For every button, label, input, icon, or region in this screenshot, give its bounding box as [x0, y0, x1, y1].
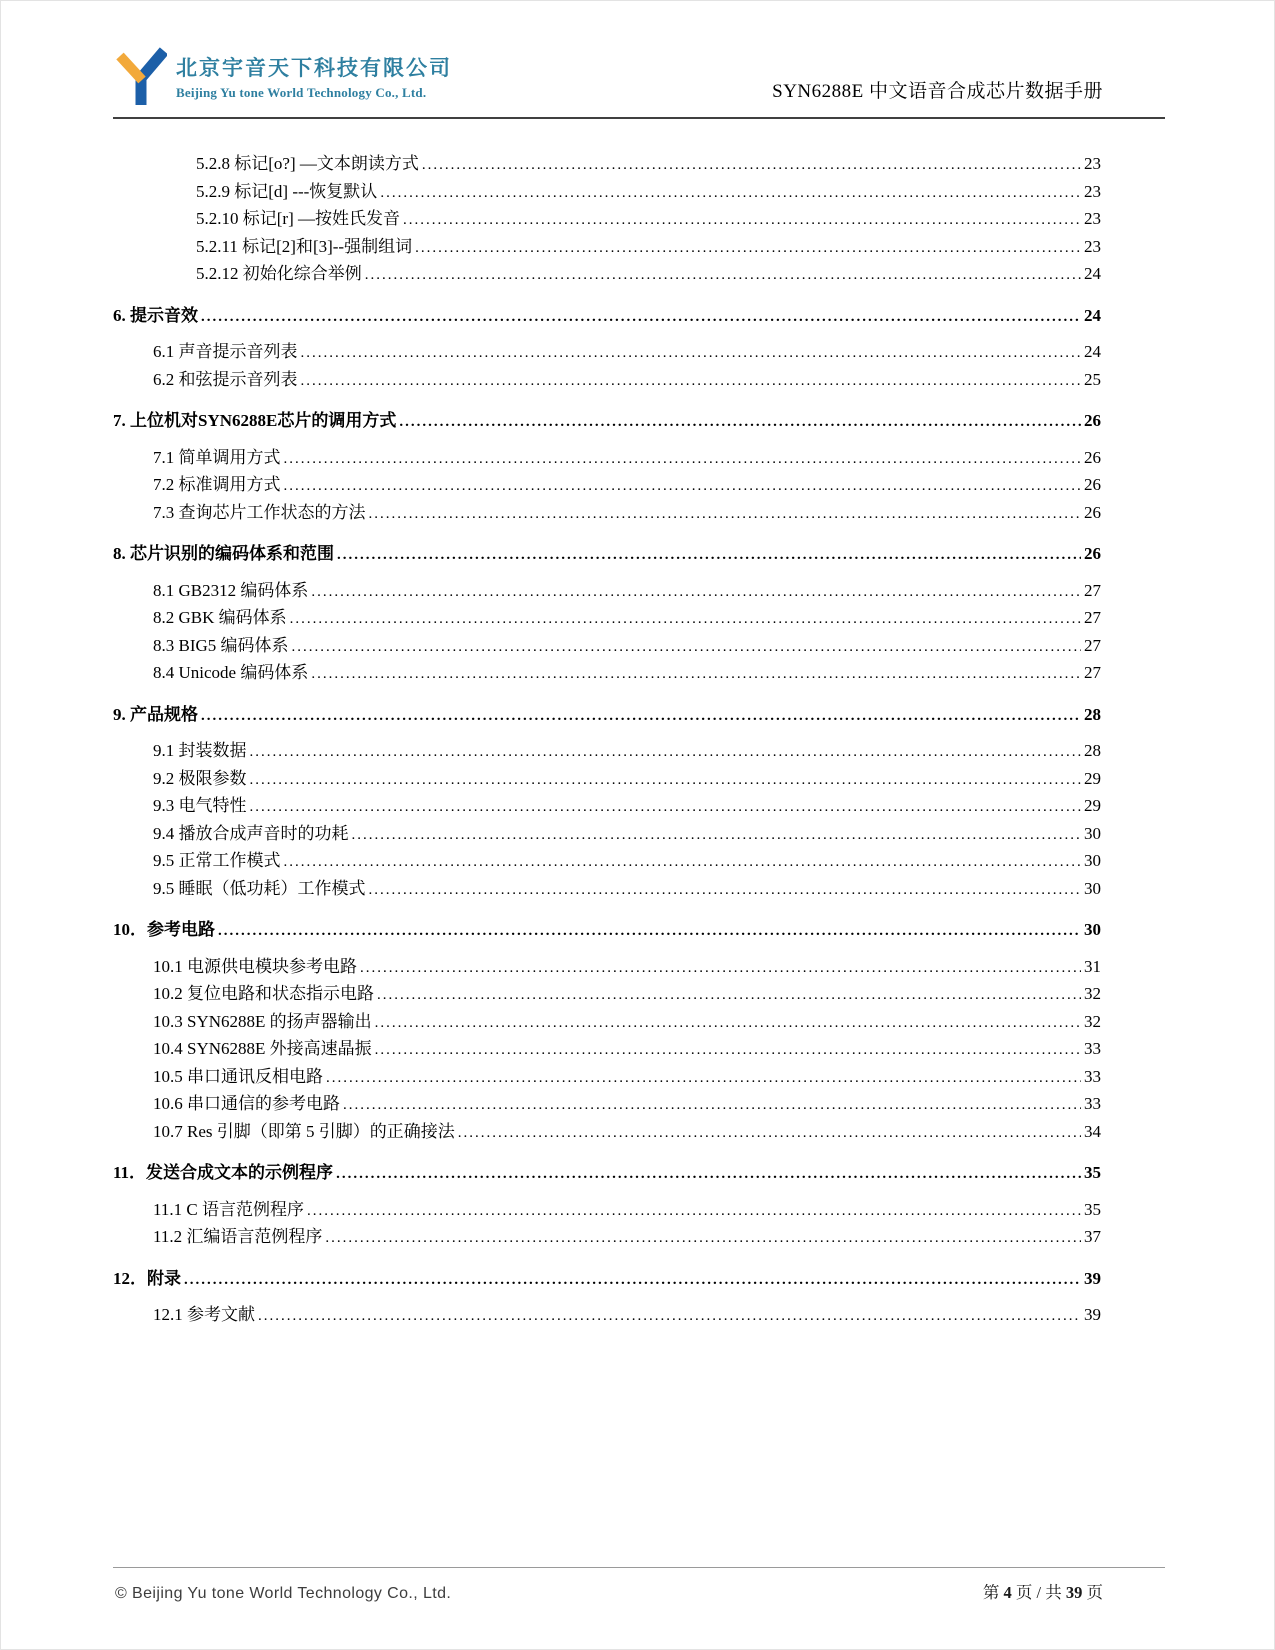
page-indicator — [983, 1579, 1103, 1603]
toc-entry-label: 7.1 简单调用方式 — [153, 447, 281, 467]
toc-entry-page: 39 — [1084, 1305, 1101, 1324]
toc-entry-label: 8.4 Unicode 编码体系 — [153, 663, 309, 682]
toc-entry-label: 6. 提示音效 — [113, 305, 198, 325]
toc-entry-page: 35 — [1084, 1163, 1101, 1182]
toc-entry-label: 8.1 GB2312 编码体系 — [153, 580, 309, 600]
toc-entry — [113, 261, 1101, 289]
header-divider — [113, 117, 1165, 119]
toc-entry — [113, 1160, 1101, 1188]
toc-entry — [113, 660, 1101, 688]
page-label-middle: 页 / 共 — [1011, 1583, 1066, 1602]
toc-entry-label: 10.7 Res 引脚（即第 5 引脚）的正确接法 — [153, 1121, 455, 1141]
toc-entry — [113, 541, 1101, 569]
toc-leader-dots — [311, 660, 1081, 688]
toc-entry-label: 9.5 睡眠（低功耗）工作模式 — [153, 878, 366, 898]
document-title: SYN6288E 中文语音合成芯片数据手册 — [772, 81, 1103, 102]
toc-entry-label: 10.6 串口通信的参考电路 — [153, 1094, 340, 1113]
toc-entry-page: 25 — [1084, 369, 1101, 389]
toc-entry-page: 33 — [1084, 1094, 1101, 1113]
toc-entry-page: 23 — [1084, 181, 1101, 201]
toc-leader-dots — [250, 766, 1082, 794]
toc-entry-label: 12.1 参考文献 — [153, 1305, 255, 1324]
toc-entry-page: 26 — [1084, 411, 1101, 430]
company-logo — [115, 47, 452, 105]
toc-entry — [113, 472, 1101, 500]
toc-leader-dots — [360, 954, 1081, 982]
toc-entry — [113, 408, 1101, 436]
toc-leader-dots — [301, 367, 1082, 395]
toc-entry-page: 26 — [1084, 544, 1101, 563]
toc-entry-label: 8.3 BIG5 编码体系 — [153, 635, 289, 655]
toc-leader-dots — [325, 1224, 1081, 1252]
toc-entry-label: 5.2.9 标记[d] ---恢复默认 — [196, 181, 378, 201]
toc-entry — [113, 1036, 1101, 1064]
toc-entry — [113, 179, 1101, 207]
toc-entry-page: 28 — [1084, 741, 1101, 760]
toc-entry-page: 32 — [1084, 984, 1101, 1003]
toc-entry — [113, 1091, 1101, 1119]
toc-leader-dots — [415, 234, 1081, 262]
page-number-current: 4 — [1003, 1583, 1012, 1602]
toc-entry-page: 23 — [1084, 154, 1101, 173]
toc-entry-page: 29 — [1084, 796, 1101, 815]
toc-entry — [113, 1266, 1101, 1294]
toc-leader-dots — [375, 1036, 1081, 1064]
toc-entry — [113, 151, 1101, 179]
toc-entry-page: 27 — [1084, 635, 1101, 655]
toc-leader-dots — [292, 633, 1081, 661]
toc-entry-page: 29 — [1084, 768, 1101, 788]
toc-entry-label: 7.3 查询芯片工作状态的方法 — [153, 502, 366, 522]
toc-entry-page: 28 — [1084, 704, 1101, 724]
page-label-suffix: 页 — [1082, 1583, 1103, 1602]
toc-entry — [113, 234, 1101, 262]
toc-entry-label: 6.1 声音提示音列表 — [153, 342, 298, 361]
toc-leader-dots — [284, 472, 1082, 500]
toc-entry — [113, 954, 1101, 982]
toc-entry-label: 6.2 和弦提示音列表 — [153, 369, 298, 389]
toc-entry-label: 5.2.10 标记[r] —按姓氏发音 — [196, 209, 400, 228]
toc-entry-page: 30 — [1084, 823, 1101, 843]
toc-entry-label: 11．发送合成文本的示例程序 — [113, 1163, 334, 1182]
toc-leader-dots — [375, 1009, 1081, 1037]
page-number-total: 39 — [1065, 1583, 1083, 1602]
toc-entry-page: 27 — [1084, 608, 1101, 627]
toc-leader-dots — [250, 738, 1082, 766]
toc-entry-label: 9.3 电气特性 — [153, 796, 247, 815]
toc-entry — [113, 1064, 1101, 1092]
toc-entry — [113, 605, 1101, 633]
toc-entry — [113, 206, 1101, 234]
toc-entry-page: 26 — [1084, 502, 1101, 522]
toc-leader-dots — [184, 1266, 1081, 1294]
toc-entry-page: 33 — [1084, 1066, 1101, 1086]
toc-entry — [113, 339, 1101, 367]
toc-leader-dots — [369, 876, 1082, 904]
toc-entry-label: 10.5 串口通讯反相电路 — [153, 1066, 323, 1086]
toc-entry-page: 37 — [1084, 1227, 1101, 1246]
toc-leader-dots — [369, 500, 1082, 528]
toc-leader-dots — [311, 578, 1081, 606]
copyright-text: © Beijing Yu tone World Technology Co., Ltd. — [115, 1585, 452, 1602]
toc-entry — [113, 848, 1101, 876]
toc-leader-dots — [301, 339, 1082, 367]
toc-entry-page: 31 — [1084, 956, 1101, 976]
toc-entry — [113, 445, 1101, 473]
toc-leader-dots — [336, 1160, 1081, 1188]
toc-leader-dots — [326, 1064, 1081, 1092]
page-footer — [113, 1567, 1165, 1603]
toc-entry-label: 7. 上位机对SYN6288E芯片的调用方式 — [113, 411, 397, 430]
toc-entry-page: 30 — [1084, 920, 1101, 939]
toc-entry-label: 10.1 电源供电模块参考电路 — [153, 956, 357, 976]
toc-entry-page: 24 — [1084, 264, 1101, 283]
page-header — [113, 47, 1165, 119]
toc-entry — [113, 578, 1101, 606]
toc-entry — [113, 1009, 1101, 1037]
toc-entry — [113, 738, 1101, 766]
toc-leader-dots — [380, 179, 1081, 207]
toc-entry-label: 8. 芯片识别的编码体系和范围 — [113, 544, 334, 563]
toc-entry — [113, 633, 1101, 661]
toc-entry-page: 26 — [1084, 447, 1101, 467]
company-name-block — [176, 52, 452, 101]
toc-entry-page: 23 — [1084, 209, 1101, 228]
toc-entry-label: 9.2 极限参数 — [153, 768, 247, 788]
toc-leader-dots — [458, 1119, 1081, 1147]
toc-entry-page: 27 — [1084, 663, 1101, 682]
toc-entry — [113, 1302, 1101, 1330]
toc-entry — [113, 1119, 1101, 1147]
toc-entry-label: 7.2 标准调用方式 — [153, 475, 281, 494]
toc-leader-dots — [337, 541, 1081, 569]
toc-entry — [113, 367, 1101, 395]
toc-entry-label: 9.1 封装数据 — [153, 741, 247, 760]
toc-entry-page: 24 — [1084, 342, 1101, 361]
toc-entry-page: 24 — [1084, 305, 1101, 325]
toc-entry — [113, 917, 1101, 945]
toc-entry-page: 26 — [1084, 475, 1101, 494]
toc-leader-dots — [365, 261, 1081, 289]
toc-entry — [113, 303, 1101, 331]
toc-entry-label: 9.5 正常工作模式 — [153, 851, 281, 870]
toc-leader-dots — [307, 1197, 1081, 1225]
toc-leader-dots — [403, 206, 1081, 234]
toc-entry-page: 39 — [1084, 1268, 1101, 1288]
toc-entry-label: 9. 产品规格 — [113, 704, 198, 724]
toc-entry — [113, 793, 1101, 821]
toc-leader-dots — [343, 1091, 1081, 1119]
toc-entry — [113, 981, 1101, 1009]
toc-entry-label: 8.2 GBK 编码体系 — [153, 608, 287, 627]
toc-entry-label: 10.2 复位电路和状态指示电路 — [153, 984, 374, 1003]
toc-leader-dots — [422, 151, 1081, 179]
toc-entry — [113, 766, 1101, 794]
toc-entry-page: 33 — [1084, 1039, 1101, 1058]
toc-entry — [113, 821, 1101, 849]
toc-leader-dots — [201, 303, 1081, 331]
toc-entry-page: 23 — [1084, 236, 1101, 256]
toc-entry-label: 11.1 C 语言范例程序 — [153, 1199, 304, 1219]
toc-entry-label: 10．参考电路 — [113, 920, 215, 939]
table-of-contents — [113, 151, 1101, 1330]
toc-leader-dots — [290, 605, 1081, 633]
toc-entry-label: 5.2.12 初始化综合举例 — [196, 264, 362, 283]
toc-leader-dots — [284, 848, 1082, 876]
toc-entry — [113, 702, 1101, 730]
toc-leader-dots — [201, 702, 1081, 730]
toc-entry-label: 5.2.8 标记[o?] —文本朗读方式 — [196, 154, 419, 173]
company-name-en: Beijing Yu tone World Technology Co., Ltd. — [176, 84, 427, 100]
toc-leader-dots — [284, 445, 1082, 473]
toc-entry — [113, 1197, 1101, 1225]
toc-entry-label: 9.4 播放合成声音时的功耗 — [153, 823, 349, 843]
toc-entry-page: 27 — [1084, 580, 1101, 600]
toc-entry-label: 10.4 SYN6288E 外接高速晶振 — [153, 1039, 372, 1058]
toc-entry-label: 5.2.11 标记[2]和[3]--强制组词 — [196, 236, 413, 256]
toc-entry-label: 10.3 SYN6288E 的扬声器输出 — [153, 1011, 372, 1031]
toc-leader-dots — [250, 793, 1082, 821]
toc-entry-page: 30 — [1084, 878, 1101, 898]
logo-icon — [115, 47, 167, 105]
toc-entry-page: 32 — [1084, 1011, 1101, 1031]
toc-leader-dots — [218, 917, 1081, 945]
toc-entry — [113, 876, 1101, 904]
toc-leader-dots — [399, 408, 1081, 436]
toc-entry-page: 35 — [1084, 1199, 1101, 1219]
toc-entry-label: 11.2 汇编语言范例程序 — [153, 1227, 323, 1246]
toc-leader-dots — [352, 821, 1082, 849]
toc-leader-dots — [258, 1302, 1081, 1330]
toc-entry — [113, 500, 1101, 528]
company-name-cn: 北京宇音天下科技有限公司 — [176, 56, 452, 80]
toc-entry-page: 34 — [1084, 1121, 1101, 1141]
toc-entry — [113, 1224, 1101, 1252]
toc-entry-label: 12．附录 — [113, 1268, 181, 1288]
toc-entry-page: 30 — [1084, 851, 1101, 870]
toc-leader-dots — [377, 981, 1081, 1009]
page-label-prefix: 第 — [982, 1583, 1004, 1602]
